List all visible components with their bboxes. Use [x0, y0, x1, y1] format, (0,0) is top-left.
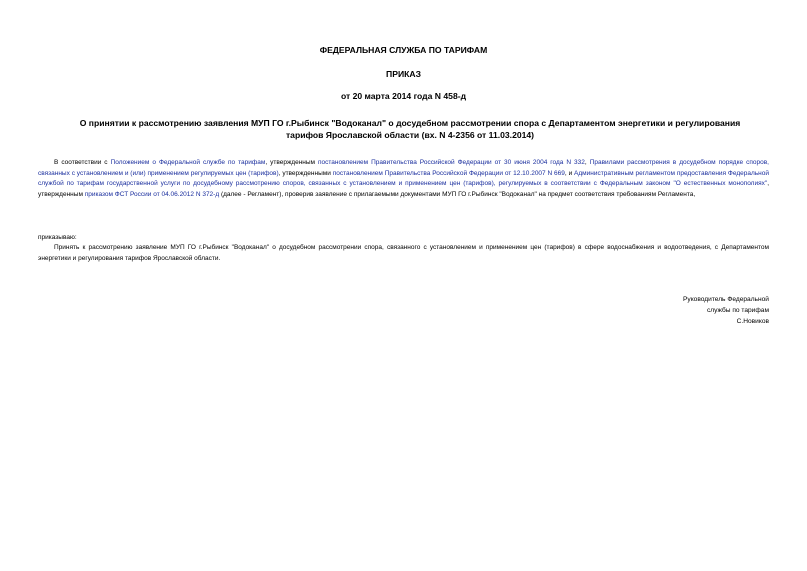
preamble-text-2: , утвержденным: [265, 159, 319, 166]
link-dispute-rules[interactable]: Правилами рассмотрения в досудебном порядке споров, связанных с установлением и (или) применением регулируемых цен (тарифов): [38, 159, 769, 177]
preamble-text-7: (далее - Регламент), проверив заявление с прилагаемыми документами МУП ГО г.Рыбинск "Водоканал" на предмет соответствия требованиям Регламента,: [219, 190, 696, 198]
preamble-text-6: , утвержденным: [38, 180, 769, 198]
signature-block: [569, 294, 769, 327]
agency-heading: ФЕДЕРАЛЬНАЯ СЛУЖБА ПО ТАРИФАМ: [319, 45, 488, 55]
link-regulation-fst[interactable]: Положением о Федеральной службе по тарифам: [110, 159, 266, 166]
link-government-decree-669[interactable]: постановлением Правительства Российской Федерации от 12.10.2007 N 669: [332, 169, 565, 177]
link-fst-order-372[interactable]: приказом ФСТ России от 04.06.2012 N 372-д: [84, 190, 220, 198]
order-item-text: Принять к рассмотрению заявление МУП ГО г.Рыбинск "Водоканал" о досудебном рассмотрении спора, связанного с установлением и применением цен (тарифов) в сфере водоснабжения и водоотведения, с Департаментом энергетики и регулирования тарифов Ярославской области.: [38, 244, 769, 262]
signature-position-line-1: Руководитель Федеральной: [683, 296, 769, 303]
preamble-text-1: В соответствии с: [54, 159, 111, 166]
preamble-text-4: , утвержденными: [278, 169, 333, 177]
preamble-text-3: ,: [584, 159, 590, 166]
document-type-heading: ПРИКАЗ: [386, 69, 421, 79]
preamble-paragraph: [38, 158, 769, 200]
link-administrative-regulation[interactable]: Административным регламентом предоставления Федеральной службой по тарифам государственной услуги по досудебному рассмотрению споров, связанных с установлением и применением цен (тарифов), регулируемых в соответствии с Федеральным законом "О естественных монополиях": [38, 169, 769, 187]
signature-position-line-2: службы по тарифам: [706, 307, 769, 314]
link-government-decree-332[interactable]: постановлением Правительства Российской Федерации от 30 июня 2004 года N 332: [318, 159, 585, 166]
preamble-text-5: , и: [564, 169, 575, 177]
order-label: приказываю:: [38, 234, 77, 241]
date-number-heading: от 20 марта 2014 года N 458-д: [340, 91, 467, 101]
order-item-paragraph: [38, 243, 769, 264]
document-title: О принятии к рассмотрению заявления МУП ГО г.Рыбинск "Водоканал" о досудебном рассмотрении спора с Департаментом энергетики и регулирования тарифов Ярославской области (вх. N 4-2356 от 11.03.2014): [79, 118, 741, 140]
signature-name: С.Новиков: [736, 318, 769, 325]
